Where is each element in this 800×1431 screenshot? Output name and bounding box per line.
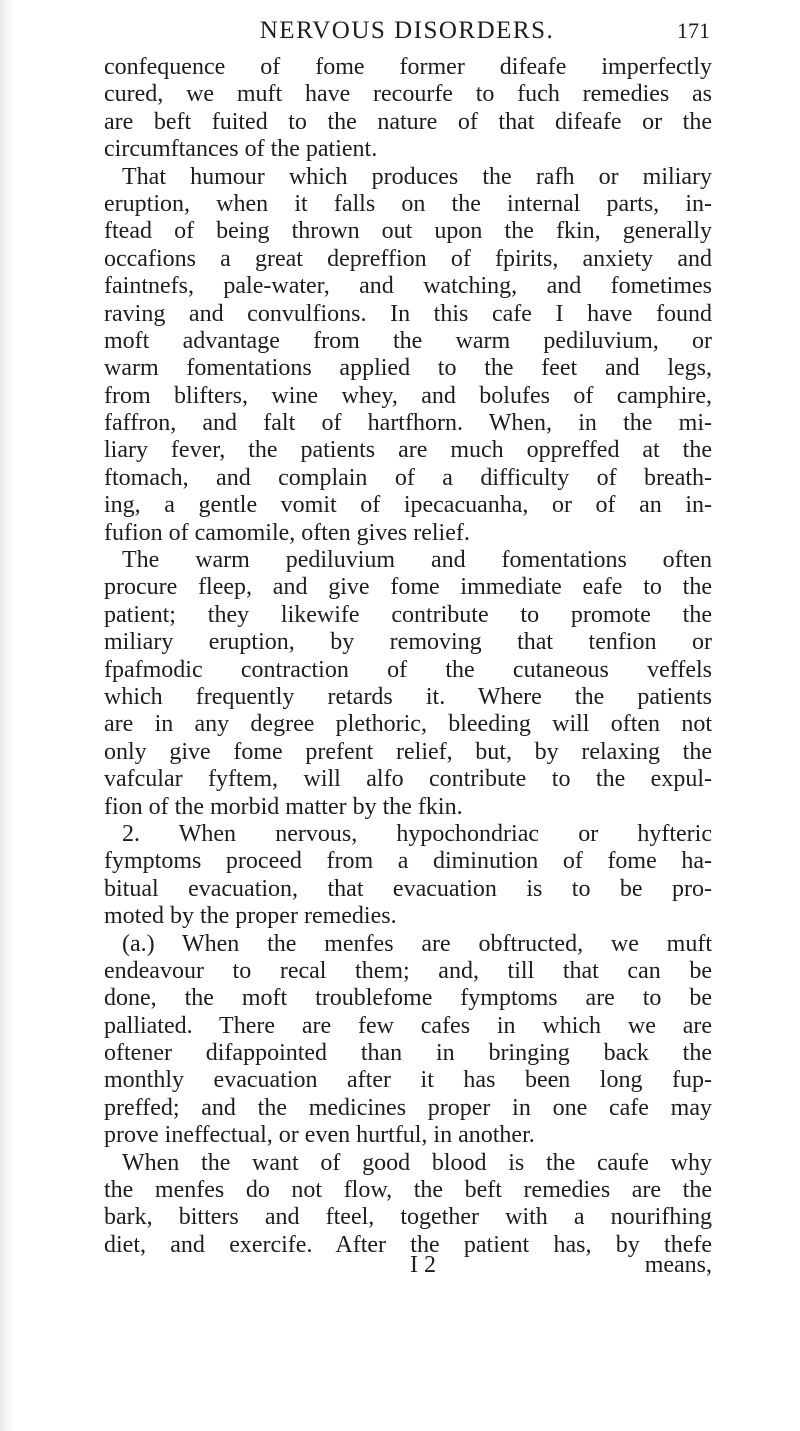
text-line: miliary eruption, by removing that tenfion or	[104, 629, 712, 656]
text-line: from blifters, wine whey, and bolufes of camphire,	[104, 382, 712, 409]
text-line: liary fever, the patients are much oppreffed at the	[104, 437, 712, 464]
text-line: palliated. There are few cafes in which we are	[104, 1012, 712, 1039]
text-line: are in any degree plethoric, bleeding will often not	[104, 711, 712, 738]
text-line: ing, a gentle vomit of ipecacuanha, or of an in-	[104, 492, 712, 519]
text-line: eruption, when it falls on the internal parts, in-	[104, 190, 712, 217]
text-line: faintnefs, pale-water, and watching, and fometimes	[104, 273, 712, 300]
text-line: occafions a great depreffion of fpirits, anxiety and	[104, 245, 712, 272]
text-line: endeavour to recal them; and, till that can be	[104, 957, 712, 984]
text-line: procure fleep, and give fome immediate eafe to the	[104, 574, 712, 601]
text-line: vafcular fyftem, will alfo contribute to the expul-	[104, 766, 712, 793]
text-line: fufion of camomile, often gives relief.	[104, 519, 470, 546]
text-line: done, the moft troublefome fymptoms are to be	[104, 985, 712, 1012]
text-line: patient; they likewife contribute to promote the	[104, 601, 712, 628]
text-line: only give fome prefent relief, but, by relaxing the	[104, 738, 712, 765]
text-line: raving and convulfions. In this cafe I have found	[104, 300, 712, 327]
page-gutter-shadow	[0, 0, 14, 1431]
text-line: warm fomentations applied to the feet and legs,	[104, 355, 712, 382]
catch-line	[104, 1251, 712, 1279]
catchword: means,	[644, 1252, 712, 1278]
text-line: ftomach, and complain of a difficulty of breath-	[104, 464, 712, 491]
text-line: bitual evacuation, that evacuation is to be pro-	[104, 875, 712, 902]
text-line: are beft fuited to the nature of that difeafe or the	[104, 108, 712, 135]
text-line: faffron, and falt of hartfhorn. When, in the mi-	[104, 410, 712, 437]
text-line: The warm pediluvium and fomentations often	[122, 547, 712, 574]
text-line: circumftances of the patient.	[104, 136, 378, 163]
text-line: oftener difappointed than in bringing back the	[104, 1040, 712, 1067]
text-line: confequence of fome former difeafe imperfectly	[104, 54, 712, 80]
text-line: prove ineffectual, or even hurtful, in another.	[104, 1122, 535, 1149]
text-line: monthly evacuation after it has been long fup-	[104, 1067, 712, 1094]
signature-mark: I 2	[410, 1252, 436, 1278]
text-line: the menfes do not flow, the beft remedies are the	[104, 1177, 712, 1204]
text-line: moted by the proper remedies.	[104, 903, 397, 930]
text-line: cured, we muft have recourfe to fuch remedies as	[104, 81, 712, 108]
text-line: fion of the morbid matter by the fkin.	[104, 793, 463, 820]
text-line: That humour which produces the rafh or miliary	[122, 163, 712, 190]
text-line: bark, bitters and fteel, together with a nourifhing	[104, 1204, 712, 1231]
text-line: 2. When nervous, hypochondriac or hyfteric	[122, 820, 712, 847]
text-body	[104, 54, 712, 1259]
text-line: preffed; and the medicines proper in one cafe may	[104, 1094, 712, 1121]
text-line: When the want of good blood is the caufe why	[122, 1149, 712, 1176]
text-line: fymptoms proceed from a diminution of fome ha-	[104, 848, 712, 875]
text-line: moft advantage from the warm pediluvium, or	[104, 327, 712, 354]
text-line: diet, and exercife. After the patient has, by thefe	[104, 1231, 712, 1258]
text-line: which frequently retards it. Where the patients	[104, 683, 712, 710]
text-line: ftead of being thrown out upon the fkin, generally	[104, 218, 712, 245]
running-title: NERVOUS DISORDERS.	[259, 17, 555, 44]
text-line: fpafmodic contraction of the cutaneous veffels	[104, 656, 712, 683]
text-line: (a.) When the menfes are obftructed, we muft	[122, 930, 712, 957]
running-head	[104, 14, 710, 48]
page-number: 171	[677, 18, 710, 43]
